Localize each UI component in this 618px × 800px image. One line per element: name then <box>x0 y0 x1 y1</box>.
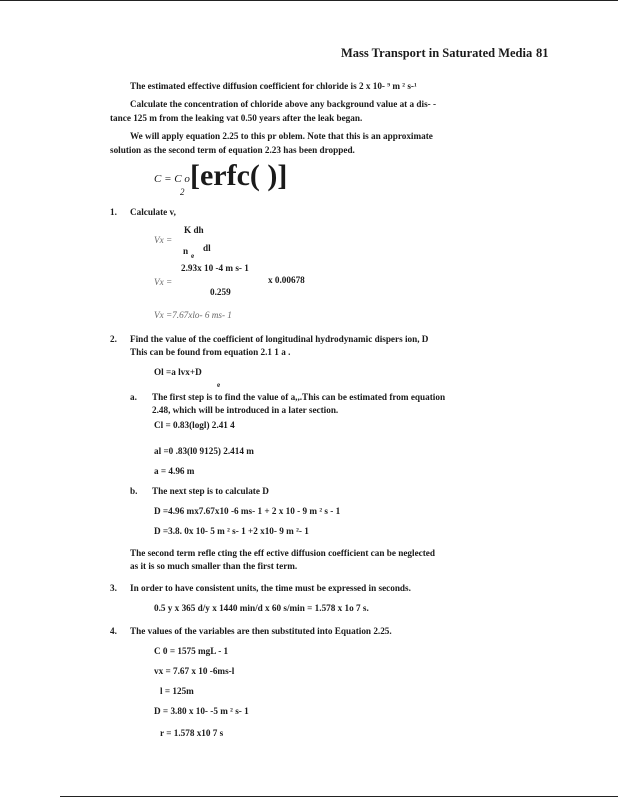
text-line: Calculate the concentration of chloride above any background value at a dis- - <box>130 99 437 109</box>
formula-line: 0.5 y x 365 d/y x 1440 min/d x 60 s/min = 1.578 x 1o 7 s. <box>154 603 369 613</box>
step-number: 2. <box>110 334 117 344</box>
variable-line: vx = 7.67 x 10 -6ms-l <box>154 666 235 676</box>
formula-denominator: 0.259 <box>210 287 231 297</box>
top-rule <box>0 0 618 1</box>
text-line: tance 125 m from the leaking vat 0.50 years after the leak began. <box>110 113 363 123</box>
equation-denominator: 2 <box>180 187 185 197</box>
step-number: 3. <box>110 583 117 593</box>
formula-subscript: e <box>217 381 221 389</box>
step-number: 1. <box>110 207 117 217</box>
text-line: In order to have consistent units, the time must be expressed in seconds. <box>130 583 411 593</box>
formula-line: D =4.96 mx7.67x10 -6 ms- 1 + 2 x 10 - 9 m ² s - 1 <box>154 506 341 516</box>
text-line: The values of the variables are then substituted into Equation 2.25. <box>130 626 392 636</box>
text-line: Find the value of the coefficient of longitudinal hydrodynamic dispers ion, D <box>130 334 429 344</box>
formula-line: Cl = 0.83(logl) 2.41 4 <box>154 420 235 430</box>
formula-line: a = 4.96 m <box>154 466 195 476</box>
text-line: The next step is to calculate D <box>152 486 269 496</box>
formula-lhs: Vx = <box>154 235 173 245</box>
item-letter: a. <box>130 392 137 402</box>
bottom-rule <box>60 796 618 797</box>
text-line: We will apply equation 2.25 to this pr oblem. Note that this is an approximate <box>130 131 433 141</box>
text-line: solution as the second term of equation 2.23 has been dropped. <box>110 145 355 155</box>
text-line: Calculate v, <box>130 207 176 217</box>
formula-result: Vx =7.67xlo- 6 ms- 1 <box>154 310 232 320</box>
formula-numerator: K dh <box>184 225 204 235</box>
formula-factor: x 0.00678 <box>268 275 305 285</box>
text-line: This can be found from equation 2.1 1 a . <box>130 347 291 357</box>
formula-numerator: 2.93x 10 -4 m s- 1 <box>181 263 249 273</box>
text-line: The second term refle cting the eff ective diffusion coefficient can be neglected <box>130 548 435 558</box>
formula-lhs: Vx = <box>154 277 173 287</box>
text-line: 2.48, which will be introduced in a later section. <box>152 405 339 415</box>
variable-line: D = 3.80 x 10- -5 m ² s- 1 <box>154 706 249 716</box>
page-number: 81 <box>536 46 549 60</box>
equation-lhs: C = C o <box>154 173 190 185</box>
item-letter: b. <box>130 486 138 496</box>
variable-line: l = 125m <box>160 686 194 696</box>
formula-symbol: dl <box>203 243 211 253</box>
equation-erfc: [erfc( )] <box>190 159 288 192</box>
variable-line: C 0 = 1575 mgL - 1 <box>154 646 229 656</box>
step-number: 4. <box>110 626 117 636</box>
text-line: as it is so much smaller than the first term. <box>130 561 298 571</box>
formula-symbol: n <box>183 246 189 256</box>
formula-line: D =3.8. 0x 10- 5 m ² s- 1 +2 x10- 9 m ²- 1 <box>154 526 309 536</box>
variable-line: r = 1.578 x10 7 s <box>160 728 224 738</box>
running-header-title: Mass Transport in Saturated Media <box>341 46 533 60</box>
formula-line: al =0 .83(l0 9125) 2.414 m <box>154 446 254 456</box>
text-line: The estimated effective diffusion coefficient for chloride is 2 x 10- ⁹ m ² s-¹ <box>130 81 417 91</box>
formula-subscript: e <box>191 252 195 260</box>
formula-line: Ol =a lvx+D <box>154 367 202 377</box>
text-line: The first step is to find the value of a,,.This can be estimated from equation <box>152 392 446 402</box>
